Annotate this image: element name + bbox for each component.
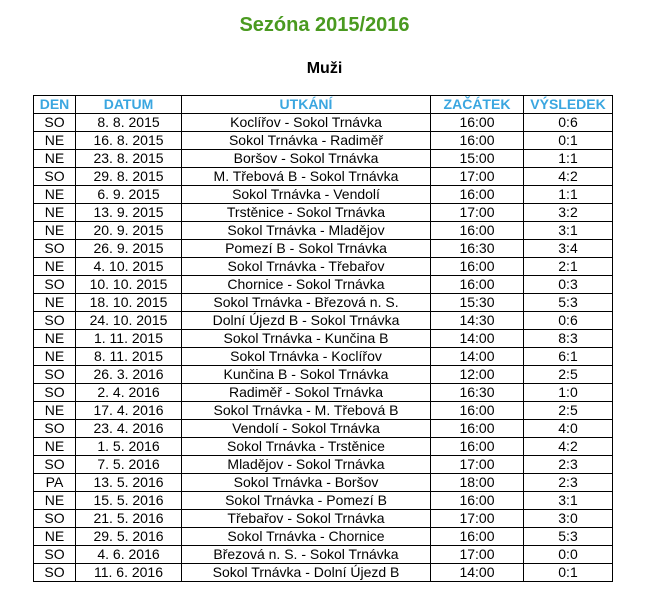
cell-day: NE <box>34 132 76 150</box>
cell-day: NE <box>34 330 76 348</box>
table-row <box>34 114 613 132</box>
cell-result: 4:2 <box>524 168 613 186</box>
cell-day: NE <box>34 294 76 312</box>
cell-start: 15:30 <box>431 294 524 312</box>
cell-result: 1:1 <box>524 150 613 168</box>
table-row <box>34 204 613 222</box>
table-row <box>34 456 613 474</box>
cell-match: Březová n. S. - Sokol Trnávka <box>182 546 431 564</box>
cell-match: Sokol Trnávka - Vendolí <box>182 186 431 204</box>
cell-date: 8. 11. 2015 <box>76 348 182 366</box>
cell-start: 16:30 <box>431 240 524 258</box>
cell-start: 16:00 <box>431 114 524 132</box>
header-match: UTKÁNÍ <box>182 96 431 114</box>
table-row <box>34 132 613 150</box>
cell-start: 16:00 <box>431 402 524 420</box>
cell-result: 3:1 <box>524 492 613 510</box>
cell-day: SO <box>34 510 76 528</box>
cell-date: 29. 5. 2016 <box>76 528 182 546</box>
cell-start: 18:00 <box>431 474 524 492</box>
cell-day: SO <box>34 546 76 564</box>
cell-date: 13. 5. 2016 <box>76 474 182 492</box>
cell-match: Sokol Trnávka - Mladějov <box>182 222 431 240</box>
cell-date: 4. 10. 2015 <box>76 258 182 276</box>
cell-date: 16. 8. 2015 <box>76 132 182 150</box>
cell-match: Radiměř - Sokol Trnávka <box>182 384 431 402</box>
cell-match: Sokol Trnávka - Koclířov <box>182 348 431 366</box>
cell-date: 11. 6. 2016 <box>76 564 182 582</box>
table-row <box>34 240 613 258</box>
cell-result: 3:2 <box>524 204 613 222</box>
cell-result: 0:1 <box>524 564 613 582</box>
cell-date: 1. 5. 2016 <box>76 438 182 456</box>
cell-day: NE <box>34 258 76 276</box>
cell-result: 4:0 <box>524 420 613 438</box>
table-row <box>34 258 613 276</box>
cell-date: 20. 9. 2015 <box>76 222 182 240</box>
cell-result: 0:0 <box>524 546 613 564</box>
table-header <box>34 96 613 114</box>
header-result: VÝSLEDEK <box>524 96 613 114</box>
table-row <box>34 510 613 528</box>
cell-match: Koclířov - Sokol Trnávka <box>182 114 431 132</box>
table-row <box>34 222 613 240</box>
cell-day: NE <box>34 150 76 168</box>
cell-day: NE <box>34 222 76 240</box>
cell-start: 17:00 <box>431 546 524 564</box>
header-day: DEN <box>34 96 76 114</box>
table-row <box>34 312 613 330</box>
cell-date: 8. 8. 2015 <box>76 114 182 132</box>
cell-day: SO <box>34 276 76 294</box>
cell-start: 12:00 <box>431 366 524 384</box>
header-row <box>34 96 613 114</box>
cell-start: 17:00 <box>431 168 524 186</box>
cell-day: SO <box>34 384 76 402</box>
cell-match: Mladějov - Sokol Trnávka <box>182 456 431 474</box>
cell-start: 16:00 <box>431 186 524 204</box>
cell-day: SO <box>34 312 76 330</box>
cell-day: NE <box>34 438 76 456</box>
match-schedule-table <box>33 95 613 582</box>
cell-start: 17:00 <box>431 510 524 528</box>
table-row <box>34 276 613 294</box>
cell-match: Sokol Trnávka - Kunčina B <box>182 330 431 348</box>
cell-match: Sokol Trnávka - Dolní Újezd B <box>182 564 431 582</box>
cell-result: 8:3 <box>524 330 613 348</box>
cell-date: 23. 8. 2015 <box>76 150 182 168</box>
cell-date: 26. 3. 2016 <box>76 366 182 384</box>
cell-start: 16:00 <box>431 132 524 150</box>
table-row <box>34 474 613 492</box>
cell-date: 2. 4. 2016 <box>76 384 182 402</box>
table-row <box>34 564 613 582</box>
cell-result: 2:3 <box>524 456 613 474</box>
cell-result: 5:3 <box>524 528 613 546</box>
cell-date: 29. 8. 2015 <box>76 168 182 186</box>
season-title: Sezóna 2015/2016 <box>239 14 410 36</box>
cell-match: Vendolí - Sokol Trnávka <box>182 420 431 438</box>
cell-result: 2:5 <box>524 402 613 420</box>
table-row <box>34 528 613 546</box>
cell-match: Sokol Trnávka - Chornice <box>182 528 431 546</box>
cell-match: Sokol Trnávka - Boršov <box>182 474 431 492</box>
cell-result: 3:4 <box>524 240 613 258</box>
cell-date: 21. 5. 2016 <box>76 510 182 528</box>
cell-start: 17:00 <box>431 456 524 474</box>
cell-day: SO <box>34 168 76 186</box>
header-start: ZAČÁTEK <box>431 96 524 114</box>
cell-date: 18. 10. 2015 <box>76 294 182 312</box>
cell-date: 7. 5. 2016 <box>76 456 182 474</box>
table-row <box>34 438 613 456</box>
cell-day: SO <box>34 420 76 438</box>
cell-date: 10. 10. 2015 <box>76 276 182 294</box>
cell-result: 0:6 <box>524 114 613 132</box>
cell-day: NE <box>34 204 76 222</box>
table-row <box>34 294 613 312</box>
cell-match: Kunčina B - Sokol Trnávka <box>182 366 431 384</box>
cell-match: Chornice - Sokol Trnávka <box>182 276 431 294</box>
table-row <box>34 402 613 420</box>
cell-day: SO <box>34 366 76 384</box>
cell-day: PA <box>34 474 76 492</box>
cell-date: 26. 9. 2015 <box>76 240 182 258</box>
cell-start: 16:00 <box>431 258 524 276</box>
cell-day: NE <box>34 492 76 510</box>
cell-day: SO <box>34 114 76 132</box>
category-title: Muži <box>306 60 343 77</box>
table-row <box>34 330 613 348</box>
cell-match: Sokol Trnávka - Pomezí B <box>182 492 431 510</box>
cell-result: 3:1 <box>524 222 613 240</box>
cell-start: 16:00 <box>431 222 524 240</box>
cell-date: 15. 5. 2016 <box>76 492 182 510</box>
cell-result: 2:5 <box>524 366 613 384</box>
cell-start: 16:30 <box>431 384 524 402</box>
cell-date: 1. 11. 2015 <box>76 330 182 348</box>
cell-day: NE <box>34 348 76 366</box>
cell-match: Sokol Trnávka - Třebařov <box>182 258 431 276</box>
table-row <box>34 150 613 168</box>
cell-date: 6. 9. 2015 <box>76 186 182 204</box>
cell-result: 1:1 <box>524 186 613 204</box>
table-row <box>34 168 613 186</box>
cell-day: SO <box>34 564 76 582</box>
cell-day: SO <box>34 240 76 258</box>
cell-match: Boršov - Sokol Trnávka <box>182 150 431 168</box>
cell-match: Pomezí B - Sokol Trnávka <box>182 240 431 258</box>
cell-result: 6:1 <box>524 348 613 366</box>
table-body <box>34 114 613 582</box>
cell-result: 0:1 <box>524 132 613 150</box>
cell-start: 16:00 <box>431 438 524 456</box>
cell-result: 5:3 <box>524 294 613 312</box>
table-row <box>34 384 613 402</box>
table-row <box>34 420 613 438</box>
cell-date: 4. 6. 2016 <box>76 546 182 564</box>
cell-result: 4:2 <box>524 438 613 456</box>
cell-result: 1:0 <box>524 384 613 402</box>
cell-match: Sokol Trnávka - Radiměř <box>182 132 431 150</box>
cell-start: 14:00 <box>431 564 524 582</box>
table-row <box>34 546 613 564</box>
cell-day: NE <box>34 528 76 546</box>
cell-match: Trstěnice - Sokol Trnávka <box>182 204 431 222</box>
cell-start: 14:00 <box>431 348 524 366</box>
table-row <box>34 186 613 204</box>
cell-match: Dolní Újezd B - Sokol Trnávka <box>182 312 431 330</box>
cell-match: M. Třebová B - Sokol Trnávka <box>182 168 431 186</box>
cell-result: 0:3 <box>524 276 613 294</box>
cell-date: 13. 9. 2015 <box>76 204 182 222</box>
cell-result: 3:0 <box>524 510 613 528</box>
cell-start: 15:00 <box>431 150 524 168</box>
cell-start: 17:00 <box>431 204 524 222</box>
cell-result: 2:1 <box>524 258 613 276</box>
cell-match: Sokol Trnávka - Březová n. S. <box>182 294 431 312</box>
table-row <box>34 348 613 366</box>
cell-start: 14:30 <box>431 312 524 330</box>
table-row <box>34 366 613 384</box>
cell-match: Sokol Trnávka - Trstěnice <box>182 438 431 456</box>
cell-match: Sokol Trnávka - M. Třebová B <box>182 402 431 420</box>
header-date: DATUM <box>76 96 182 114</box>
cell-start: 16:00 <box>431 420 524 438</box>
cell-result: 2:3 <box>524 474 613 492</box>
cell-start: 14:00 <box>431 330 524 348</box>
cell-day: SO <box>34 456 76 474</box>
table-row <box>34 492 613 510</box>
cell-date: 23. 4. 2016 <box>76 420 182 438</box>
cell-date: 24. 10. 2015 <box>76 312 182 330</box>
cell-day: NE <box>34 402 76 420</box>
cell-start: 16:00 <box>431 276 524 294</box>
cell-day: NE <box>34 186 76 204</box>
cell-start: 16:00 <box>431 492 524 510</box>
cell-match: Třebařov - Sokol Trnávka <box>182 510 431 528</box>
cell-start: 16:00 <box>431 528 524 546</box>
cell-date: 17. 4. 2016 <box>76 402 182 420</box>
cell-result: 0:6 <box>524 312 613 330</box>
